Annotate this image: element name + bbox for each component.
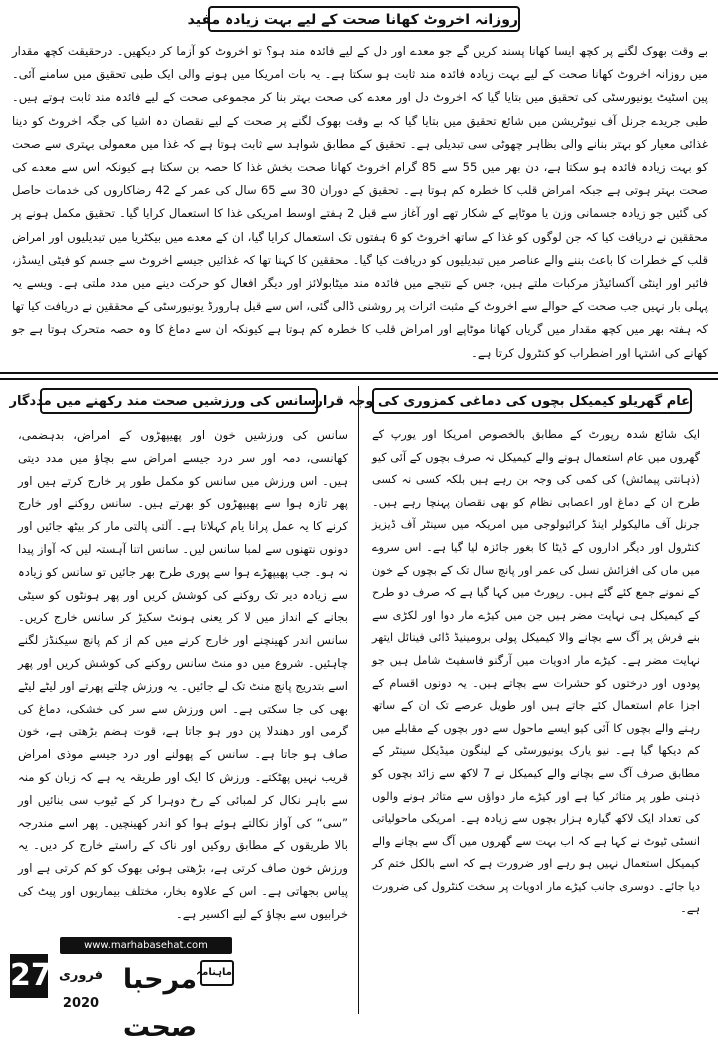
- right-article-body: ایک شائع شدہ رپورٹ کے مطابق بالخصوص امریکا اور یورپ کے گھروں میں عام استعمال ہونے والے کیمیکل نہ صرف بچوں کے آئی کیو (ذہانتی پیمائش) کی کمی کی وجہ بن رہے ہیں بلکہ کسی نہ کسی طرح ان کے دماغ اور اعصابی نظام کو بھی نقصان پہنچا رہے ہیں۔ جرنل آف مالیکولر اینڈ کرائیولوجی میں امریکہ میں سینٹر آف ڈیزیز کنٹرول اور دیگر اداروں کے ڈیٹا کا بغور جائزہ لیا گیا ہے۔ اس سروے میں ماں کی افزائش نسل کی عمر اور پانچ سال تک کے بچوں کے خون کے نمونے جمع کئے گئے ہیں۔ رپورٹ میں کہا گیا ہے کہ صرف دو طرح کے کیمیکل ہی نہایت مضر ہیں جن میں کیڑے مار دوا اور لکڑی سے بنے فرش پر آگ سے بچانے والا کیمیکل پولی برومینیڈ ڈائی فینائل ایتھر نہایت مضر ہے۔ کیڑے مار ادویات میں آرگنو فاسفیٹ شامل ہیں جو پودوں اور درختوں کو حشرات سے بچاتے ہیں۔ یہ دونوں اقسام کے اجزا عام استعمال کئے جاتے ہیں اور طویل عرصے تک ان کے ساتھ رہنے والے بچوں کا آئی کیو ایسے ماحول سے دور بچوں کے مقابلے میں کم دیکھا گیا ہے۔ نیو یارک یونیورسٹی کے لینگون میڈیکل سینٹر کے مطابق صرف آگ سے بچانے والے کیمیکل نے 7 لاکھ سے زائد بچوں کو ذہنی طور پر متاثر کیا ہے اور کیڑے مار دواؤں سے متاثر ہونے والوں کی تعداد ایک لاکھ گیارہ ہزار بچوں سے زیادہ ہے۔ امریکی ماحولیاتی انسٹی ٹیوٹ نے کہا ہے کہ اب بہت سے گھروں میں آگ سے بچانے والے کیمیکل استعمال نہیں ہو رہے اور ضرورت ہے کہ اسے بالکل ختم کر دیا جائے۔ دوسری جانب کیڑے مار ادویات پر سخت کنٹرول کی ضرورت ہے۔: [372, 428, 700, 916]
- section-divider: [0, 378, 718, 380]
- page-footer: [10, 934, 360, 1043]
- column-divider: [358, 386, 359, 1014]
- website-url[interactable]: www.marhabasehat.com: [60, 937, 232, 954]
- page-number: 27: [10, 954, 48, 998]
- magazine-tag: ماہنامہ: [200, 960, 234, 986]
- right-article-title: عام گھریلو کیمیکل بچوں کی دماغی کمزوری کی وجہ قرار: [372, 388, 692, 414]
- left-article-body: سانس کی ورزشیں خون اور پھیپھڑوں کے امراض، بدہضمی، کھانسی، دمہ اور سر درد جیسے امراض سے بچاؤ میں مدد دیتی ہیں۔ اس ورزش میں سانس کو مکمل طور پر خارج کرتے ہیں اور پھر تازہ ہوا سے پھیپھڑوں کو بھرتے ہیں۔ سانس روکنے اور خارج کرنے کا یہ عمل پرانا یام کہلاتا ہے۔ آلتی پالتی مار کر بیٹھ جائیں اور دونوں نتھنوں سے لمبا سانس لیں۔ سانس اتنا آہستہ لیں کہ آواز پیدا نہ ہو۔ جب پھیپھڑے ہوا سے پوری طرح بھر جائیں تو سانس کو زیادہ سے زیادہ دیر تک روکنے کی کوشش کریں اور پھر ہونٹوں کو سیٹی بجانے کے انداز میں لا کر یعنی ہونٹ سکیڑ کر سانس خارج کریں۔ سانس اندر کھینچنے اور خارج کرنے میں کم از کم پانچ سیکنڈز لگنے چاہئیں۔ شروع میں دو منٹ سانس روکنے کی کوشش کریں اور پھر اسے بتدریج پانچ منٹ تک لے جائیں۔ یہ ورزش چلتے پھرتے اور لیٹے لیٹے بھی کی جا سکتی ہے۔ اس ورزش سے سر کی خشکی، دماغ کی گرمی اور دھندلا پن دور ہو جاتا ہے، قوت ہضم بڑھتی ہے، خون صاف ہو جاتا ہے۔ سانس کے پھولنے اور درد جیسے موذی امراض قریب نہیں پھٹکتے۔ ورزش کا ایک اور طریقہ یہ ہے کہ زبان کو منہ سے باہر نکال کر لمبائی کے رخ دوہرا کر کے ٹیوب سی بنائیں اور ”سی“ کی آواز نکالتے ہوئے ہوا کو اندر کھینچیں۔ پھر اسے مندرجہ بالا طریقوں کے مطابق روکیں اور ناک کے راستے خارج کر دیں۔ یہ ورزش خون صاف کرتی ہے، بڑھتی ہوئی بھوک کو کم کرتی ہے اور پیاس بجھاتی ہے۔ اس کے علاوہ بخار، مختلف بیماریوں اور پیٹ کی خرابیوں سے بچاؤ کے لیے اکسیر ہے۔: [18, 428, 348, 921]
- section-divider: [0, 372, 718, 374]
- left-article-title: سانس کی ورزشیں صحت مند رکھنے میں مددگار: [40, 388, 318, 414]
- magazine-logo: مرحبا صحت: [122, 964, 198, 1043]
- top-article-body: بے وقت بھوک لگنے پر کچھ ایسا کھانا پسند کریں گے جو معدے اور دل کے لیے فائدہ مند ہو؟ تو اخروٹ کو آزما کر دیکھیں۔ درحقیقت کچھ مقدار میں روزانہ اخروٹ کھانا صحت کے لیے بہت زیادہ فائدہ مند ثابت ہو سکتا ہے۔ یہ بات امریکا میں ہونے والی ایک طبی تحقیق میں سامنے آئی۔ پین اسٹیٹ یونیورسٹی کی تحقیق میں بتایا گیا کہ اخروٹ دل اور معدے کی صحت بہتر بنا کر مجموعی صحت کے لیے فائدہ مند ثابت ہوتے ہیں۔ طبی جریدے جرنل آف نیوٹریشن میں شائع تحقیق میں بتایا گیا کہ بے وقت بھوک لگنے پر صحت کے لیے نقصان دہ اشیا کی جگہ اخروٹ کو دینا غذائی معیار کو بہتر بنانے والی بظاہر چھوٹی سی تبدیلی ہے۔ تحقیق کے مطابق شواہد سے ثابت ہوتا ہے کہ غذا میں معمولی بہتری سے صحت کو بہت زیادہ فائدہ ہو سکتا ہے، دن بھر میں 55 سے 85 گرام اخروٹ کھانا صحت بخش غذا کا حصہ بن سکتا ہے کیونکہ اس سے معدے کی صحت بہتر ہوتی ہے جبکہ امراض قلب کا خطرہ کم ہوتا ہے۔ تحقیق کے دوران 30 سے 65 سال کی عمر کے 42 رضاکاروں کی خدمات حاصل کی گئیں جو زیادہ جسمانی وزن یا موٹاپے کے شکار تھے اور آغاز سے قبل 2 ہفتے اوسط امریکی غذا کا استعمال کرایا گیا۔ تحقیق مکمل ہونے پر محققین نے دریافت کیا کہ جن لوگوں کو غذا کے ساتھ اخروٹ کو 6 ہفتوں تک استعمال کرایا گیا، ان کے معدے میں بیکٹریا میں تبدیلیوں اور امراض قلب کے خطرات کا باعث بننے والے عناصر میں تبدیلیوں کو دریافت کیا گیا۔ محققین کا کہنا تھا کہ غذائیں جیسے اخروٹ سے جسم کو فیٹی ایسڈز، فائبر اور اینٹی آکسائیڈز مرکبات ملتے ہیں، جس کے نتیجے میں فائدہ مند میٹابولائز اور دیگر افعال کو حرکت دینے میں مدد ملتی ہے۔ ویسے یہ پہلی بار نہیں جب صحت کے حوالے سے اخروٹ کے مثبت اثرات پر روشنی ڈالی گئی، اس سے قبل ہارورڈ یونیورسٹی کے محققین نے دریافت کیا تھا کہ ہفتہ بھر میں کچھ مقدار میں گریاں کھانا موٹاپے اور امراض قلب کا خطرہ کم ہوتا ہے کیونکہ ان سے دماغ کا وہ حصہ متحرک ہوتا ہے جو کھانے کی اشتہا اور اضطراب کو کنٹرول کرتا ہے۔: [12, 44, 708, 360]
- issue-date: [52, 962, 110, 1011]
- top-article-title: روزانہ اخروٹ کھانا صحت کے لیے بہت زیادہ مفید: [208, 6, 520, 32]
- issue-month: فروری: [58, 968, 104, 983]
- issue-year: 2020: [62, 996, 100, 1011]
